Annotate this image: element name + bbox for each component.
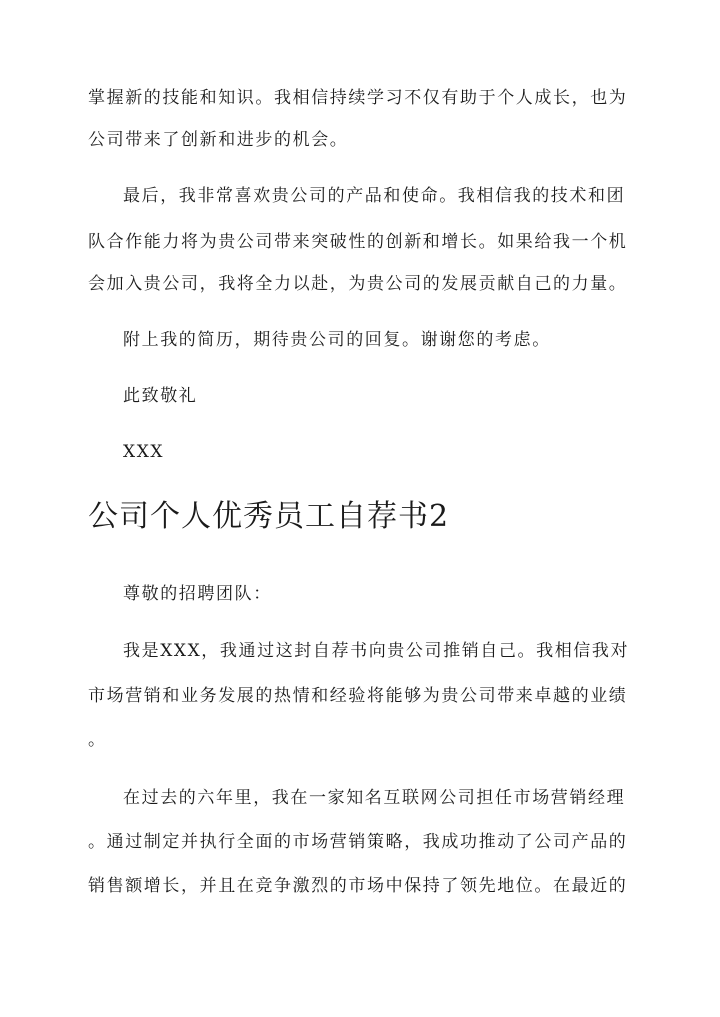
body-text-line: 销售额增长，并且在竞争激烈的市场中保持了领先地位。在最近的 [88,876,628,896]
closing-salutation: 此致敬礼 [123,386,198,406]
body-text-line: 市场营销和业务发展的热情和经验将能够为贵公司带来卓越的业绩 [88,686,628,706]
greeting: 尊敬的招聘团队： [123,584,272,604]
body-text-line: 队合作能力将为贵公司带来突破性的创新和增长。如果给我一个机 [88,232,628,252]
body-text-line: 会加入贵公司，我将全力以赴，为贵公司的发展贡献自己的力量。 [88,274,628,294]
body-text-line: 我是XXX，我通过这封自荐书向贵公司推销自己。我相信我对 [123,641,630,661]
signature: XXX [123,442,165,462]
body-text-line: 。通过制定并执行全面的市场营销策略，我成功推动了公司产品的 [88,832,628,852]
attachment-note: 附上我的简历，期待贵公司的回复。谢谢您的考虑。 [123,330,551,350]
body-text-line: 最后，我非常喜欢贵公司的产品和使命。我相信我的技术和团 [123,186,626,206]
body-text-line: 在过去的六年里，我在一家知名互联网公司担任市场营销经理 [123,788,626,808]
body-text-line: 。 [88,730,107,750]
body-text-line: 公司带来了创新和进步的机会。 [88,130,349,150]
section-title: 公司个人优秀员工自荐书2 [88,499,450,534]
body-text-line: 掌握新的技能和知识。我相信持续学习不仅有助于个人成长，也为 [88,88,628,108]
